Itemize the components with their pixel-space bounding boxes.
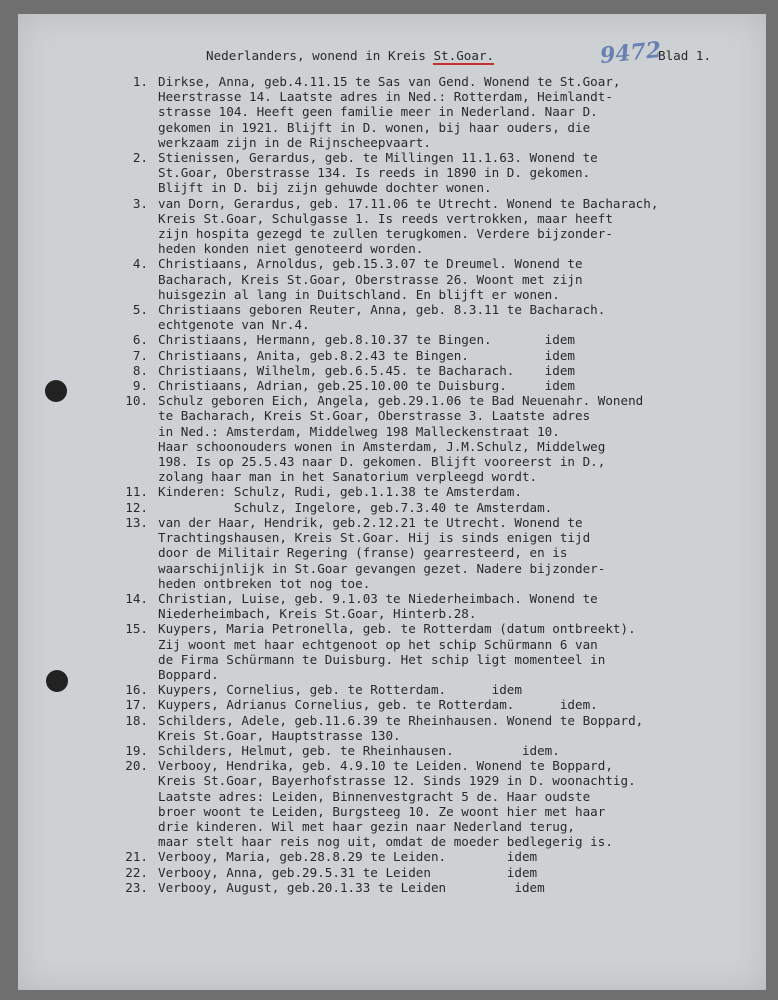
entry-text <box>158 880 756 895</box>
entry-text <box>158 621 756 682</box>
list-item <box>96 713 756 743</box>
entry-line: Niederheimbach, Kreis St.Goar, Hinterb.28. <box>158 606 477 622</box>
entry-line: strasse 104. Heeft geen familie meer in Nederland. Naar D. <box>158 104 598 120</box>
entry-line: Christiaans, Adrian, geb.25.10.00 te Duisburg. idem <box>158 378 576 394</box>
entry-number: 20. <box>125 758 148 774</box>
entry-line: Christiaans, Hermann, geb.8.10.37 te Bingen. idem <box>158 332 576 348</box>
list-item <box>96 484 756 499</box>
list-item <box>96 348 756 363</box>
entry-text <box>158 484 756 499</box>
entry-text <box>158 256 756 302</box>
entry-number: 16. <box>125 682 148 698</box>
entry-number: 5. <box>132 302 148 318</box>
list-item <box>96 865 756 880</box>
list-item <box>96 697 756 712</box>
list-item <box>96 880 756 895</box>
list-item <box>96 378 756 393</box>
entry-text <box>158 758 756 849</box>
list-item <box>96 256 756 302</box>
entry-line: Christiaans, Anita, geb.8.2.43 te Bingen. idem <box>158 347 576 363</box>
list-item <box>96 621 756 682</box>
entry-number: 15. <box>125 621 148 637</box>
entry-line: Zij woont met haar echtgenoot op het schip Schürmann 6 van <box>158 636 598 652</box>
entry-line: 198. Is op 25.5.43 naar D. gekomen. Blijft vooreerst in D., <box>158 454 606 470</box>
entry-text <box>158 150 756 196</box>
entry-line: Schulz geboren Eich, Angela, geb.29.1.06 te Bad Neuenahr. Wonend <box>158 393 644 409</box>
list-item <box>96 591 756 621</box>
entry-text <box>158 865 756 880</box>
entry-text <box>158 849 756 864</box>
entry-text <box>158 332 756 347</box>
entry-line: door de Militair Regering (franse) gearresteerd, en is <box>158 545 568 561</box>
entry-text <box>158 302 756 332</box>
entry-text <box>158 697 756 712</box>
pencil-annotation: 9472 <box>598 36 663 70</box>
entry-line: Kreis St.Goar, Schulgasse 1. Is reeds vertrokken, maar heeft <box>158 210 613 226</box>
entry-line: Verbooy, Anna, geb.29.5.31 te Leiden idem <box>158 864 538 880</box>
entry-line: Kuypers, Maria Petronella, geb. te Rotterdam (datum ontbreekt). <box>158 621 636 637</box>
entry-number: 23. <box>125 879 148 895</box>
entry-line: Stienissen, Gerardus, geb. te Millingen 11.1.63. Wonend te <box>158 150 598 166</box>
entry-line: Christian, Luise, geb. 9.1.03 te Niederheimbach. Wonend te <box>158 590 598 606</box>
entry-line: Verbooy, Hendrika, geb. 4.9.10 te Leiden. Wonend te Boppard, <box>158 758 613 774</box>
list-item <box>96 332 756 347</box>
entry-number: 22. <box>125 864 148 880</box>
entry-number: 8. <box>132 362 148 378</box>
entry-text <box>158 743 756 758</box>
entry-line: werkzaam zijn in de Rijnscheepvaart. <box>158 134 431 150</box>
entry-number: 17. <box>125 697 148 713</box>
entry-number: 6. <box>132 332 148 348</box>
entry-number: 18. <box>125 712 148 728</box>
entry-text <box>158 74 756 150</box>
entry-text <box>158 500 756 515</box>
page-title <box>206 48 494 63</box>
entry-text <box>158 515 756 591</box>
entry-number: 21. <box>125 849 148 865</box>
entry-line: Kreis St.Goar, Hauptstrasse 130. <box>158 727 401 743</box>
entry-text <box>158 363 756 378</box>
entry-line: Kuypers, Cornelius, geb. te Rotterdam. idem <box>158 682 522 698</box>
list-item <box>96 758 756 849</box>
title-prefix: Nederlanders, wonend in Kreis <box>206 48 434 63</box>
entry-line: Schilders, Helmut, geb. te Rheinhausen. idem. <box>158 742 560 758</box>
list-item <box>96 150 756 196</box>
entry-number: 11. <box>125 484 148 500</box>
list-item <box>96 363 756 378</box>
entry-text <box>158 713 756 743</box>
entry-text <box>158 196 756 257</box>
entry-text <box>158 682 756 697</box>
entry-text <box>158 348 756 363</box>
entry-line: waarschijnlijk in St.Goar gevangen gezet. Nadere bijzonder- <box>158 560 606 576</box>
list-item <box>96 393 756 484</box>
document-page <box>18 14 766 990</box>
entry-text <box>158 393 756 484</box>
entry-line: heden ontbreken tot nog toe. <box>158 575 371 591</box>
entry-line: Kreis St.Goar, Bayerhofstrasse 12. Sinds 1929 in D. woonachtig. <box>158 773 636 789</box>
entry-line: Laatste adres: Leiden, Binnenvestgracht 5 de. Haar oudste <box>158 788 591 804</box>
list-item <box>96 196 756 257</box>
entry-line: zijn hospita gezegd te zullen terugkomen. Verdere bijzonder- <box>158 226 613 242</box>
entry-list <box>96 74 756 895</box>
entry-number: 7. <box>132 347 148 363</box>
entry-line: zolang haar man in het Sanatorium verpleegd wordt. <box>158 469 538 485</box>
entry-text <box>158 378 756 393</box>
entry-number: 2. <box>132 150 148 166</box>
entry-text <box>158 591 756 621</box>
entry-line: Trachtingshausen, Kreis St.Goar. Hij is sinds enigen tijd <box>158 530 591 546</box>
list-item <box>96 743 756 758</box>
list-item <box>96 682 756 697</box>
entry-line: van Dorn, Gerardus, geb. 17.11.06 te Utrecht. Wonend te Bacharach, <box>158 195 659 211</box>
entry-line: Blijft in D. bij zijn gehuwde dochter wonen. <box>158 180 492 196</box>
entry-line: echtgenote van Nr.4. <box>158 317 310 333</box>
entry-number: 12. <box>125 499 148 515</box>
list-item <box>96 74 756 150</box>
title-place: St.Goar. <box>433 48 495 63</box>
entry-line: drie kinderen. Wil met haar gezin naar Nederland terug, <box>158 818 576 834</box>
sheet-number: Blad 1. <box>658 48 712 63</box>
entry-line: Verbooy, August, geb.20.1.33 te Leiden idem <box>158 879 545 895</box>
entry-line: te Bacharach, Kreis St.Goar, Oberstrasse 3. Laatste adres <box>158 408 591 424</box>
list-item <box>96 849 756 864</box>
entry-line: Christiaans geboren Reuter, Anna, geb. 8.3.11 te Bacharach. <box>158 302 606 318</box>
punch-hole <box>46 670 68 692</box>
punch-hole <box>45 380 67 402</box>
entry-line: Christiaans, Arnoldus, geb.15.3.07 te Dreumel. Wonend te <box>158 256 583 272</box>
entry-line: Kinderen: Schulz, Rudi, geb.1.1.38 te Amsterdam. <box>158 484 522 500</box>
entry-number: 19. <box>125 742 148 758</box>
entry-line: broer woont te Leiden, Burgsteeg 10. Ze woont hier met haar <box>158 803 606 819</box>
entry-line: Christiaans, Wilhelm, geb.6.5.45. te Bacharach. idem <box>158 362 576 378</box>
entry-number: 1. <box>132 74 148 89</box>
entry-line: Bacharach, Kreis St.Goar, Oberstrasse 26. Woont met zijn <box>158 271 583 287</box>
entry-line: Dirkse, Anna, geb.4.11.15 te Sas van Gend. Wonend te St.Goar, <box>158 74 621 89</box>
list-item <box>96 515 756 591</box>
entry-line: Verbooy, Maria, geb.28.8.29 te Leiden. idem <box>158 849 538 865</box>
entry-line: St.Goar, Oberstrasse 134. Is reeds in 1890 in D. gekomen. <box>158 165 591 181</box>
entry-line: huisgezin al lang in Duitschland. En blijft er wonen. <box>158 286 560 302</box>
entry-number: 10. <box>125 393 148 409</box>
entry-line: van der Haar, Hendrik, geb.2.12.21 te Utrecht. Wonend te <box>158 514 583 530</box>
entry-line: Haar schoonouders wonen in Amsterdam, J.M.Schulz, Middelweg <box>158 438 606 454</box>
entry-line: Heerstrasse 14. Laatste adres in Ned.: Rotterdam, Heimlandt- <box>158 89 613 105</box>
entry-line: de Firma Schürmann te Duisburg. Het schip ligt momenteel in <box>158 651 606 667</box>
entry-line: Boppard. <box>158 666 219 682</box>
entry-line: Schilders, Adele, geb.11.6.39 te Rheinhausen. Wonend te Boppard, <box>158 712 644 728</box>
list-item <box>96 302 756 332</box>
entry-line: heden konden niet genoteerd worden. <box>158 241 424 257</box>
entry-number: 3. <box>132 195 148 211</box>
entry-number: 13. <box>125 514 148 530</box>
list-item <box>96 500 756 515</box>
entry-line: Kuypers, Adrianus Cornelius, geb. te Rotterdam. idem. <box>158 697 598 713</box>
entry-line: gekomen in 1921. Blijft in D. wonen, bij haar ouders, die <box>158 119 591 135</box>
entry-line: maar stelt haar reis nog uit, omdat de moeder bedlegerig is. <box>158 834 613 850</box>
entry-line: Schulz, Ingelore, geb.7.3.40 te Amsterdam. <box>158 499 553 515</box>
entry-number: 9. <box>132 378 148 394</box>
entry-line: in Ned.: Amsterdam, Middelweg 198 Malleckenstraat 10. <box>158 423 560 439</box>
entry-number: 4. <box>132 256 148 272</box>
entry-number: 14. <box>125 590 148 606</box>
